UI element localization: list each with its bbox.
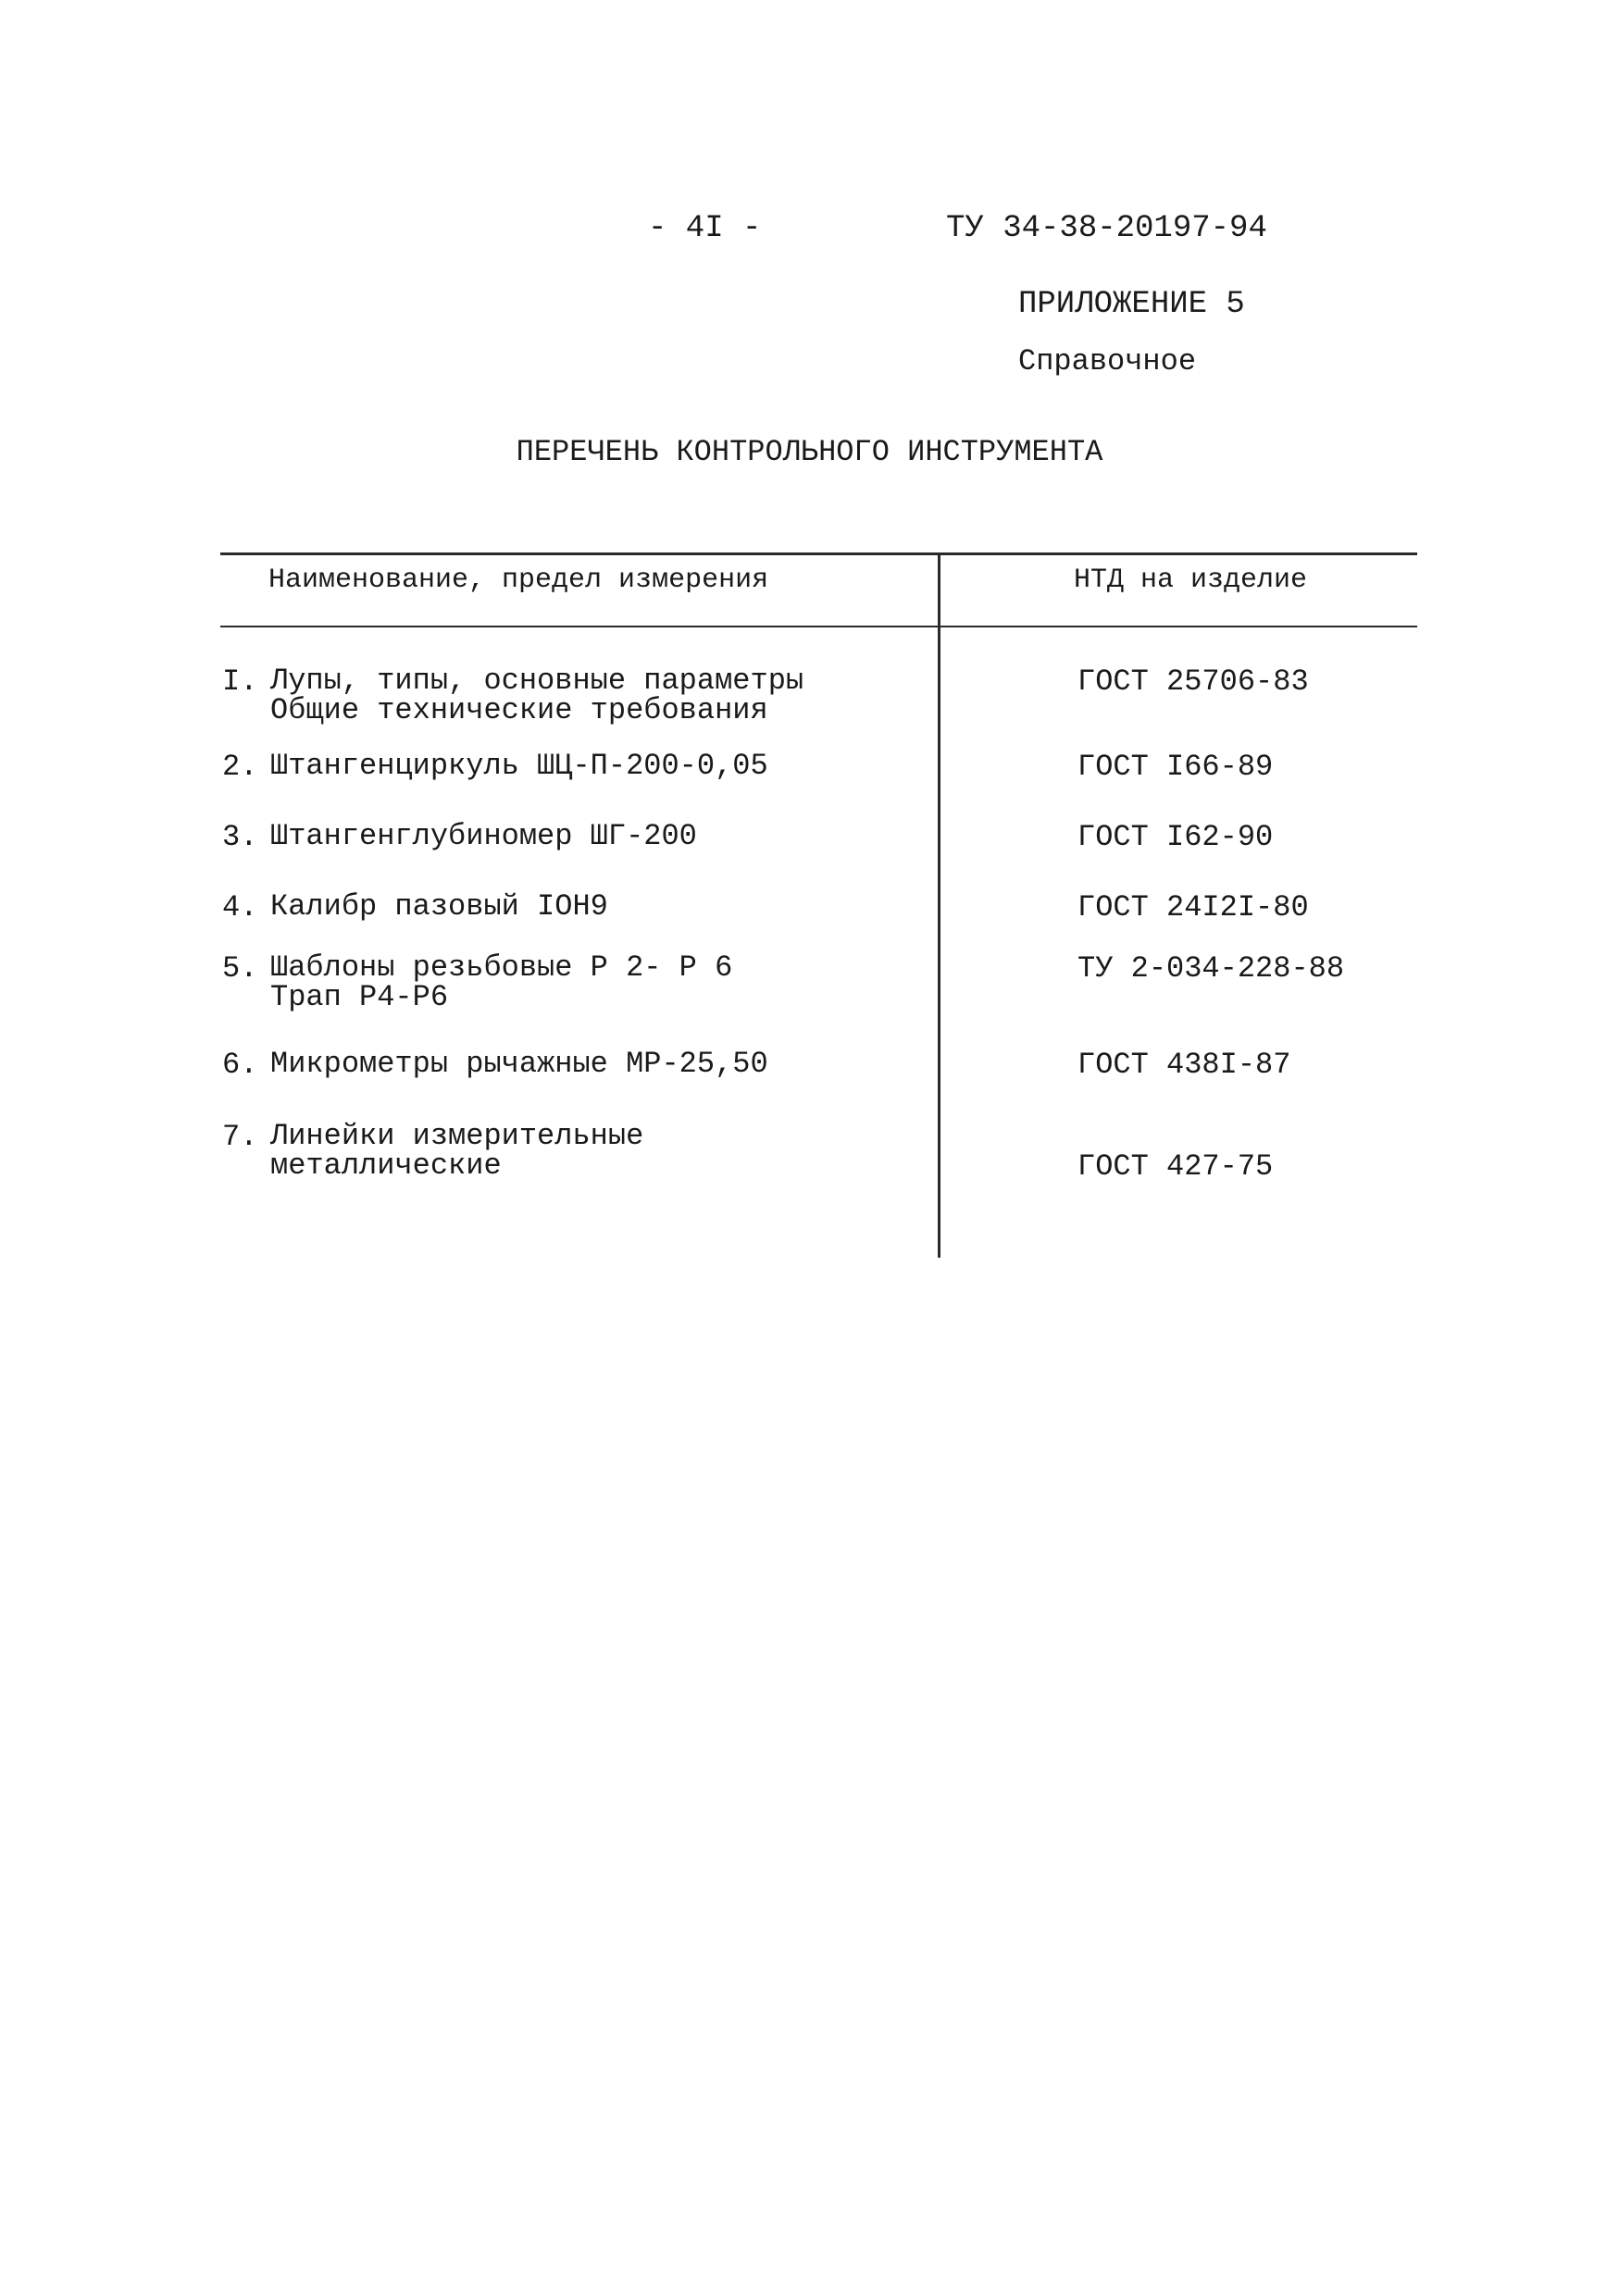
- document-code: ТУ 34-38-20197-94: [946, 211, 1267, 246]
- column-header-ntd: НТД на изделие: [1074, 565, 1308, 596]
- row-number: I.: [222, 664, 258, 699]
- row-number: 4.: [222, 890, 258, 925]
- row-standard: ГОСТ I66-89: [1077, 750, 1274, 784]
- row-number: 2.: [222, 750, 258, 784]
- row-number: 5.: [222, 951, 258, 986]
- page-number: - 4I -: [648, 211, 762, 246]
- reference-note: Справочное: [1018, 344, 1197, 379]
- row-name: Калибр пазовый IОН9: [270, 889, 608, 924]
- column-header-name: Наименование, предел измерения: [268, 565, 769, 596]
- row-name: Шаблоны резьбовые Р 2- Р 6 Трап Р4-Р6: [270, 950, 733, 1014]
- row-standard: ГОСТ 25706-83: [1077, 664, 1309, 699]
- row-number: 6.: [222, 1048, 258, 1082]
- row-standard: ГОСТ 438I-87: [1077, 1048, 1291, 1082]
- table-top-rule: [220, 552, 1417, 555]
- row-standard: ГОСТ 427-75: [1077, 1149, 1274, 1184]
- row-name: Штангенциркуль ШЦ-П-200-0,05: [270, 749, 768, 783]
- row-standard: ГОСТ I62-90: [1077, 820, 1274, 854]
- row-name: Штангенглубиномер ШГ-200: [270, 819, 697, 853]
- row-name: Лупы, типы, основные параметры Общие технические требования: [270, 664, 804, 727]
- row-number: 3.: [222, 820, 258, 854]
- appendix-label: ПРИЛОЖЕНИЕ 5: [1018, 287, 1245, 322]
- table-column-divider: [938, 552, 940, 1258]
- row-standard: ГОСТ 24I2I-80: [1077, 890, 1309, 925]
- table-header-rule: [220, 626, 1417, 627]
- document-title: ПЕРЕЧЕНЬ КОНТРОЛЬНОГО ИНСТРУМЕНТА: [516, 435, 1103, 469]
- row-name: Линейки измерительные металлические: [270, 1119, 644, 1183]
- row-name: Микрометры рычажные МР-25,50: [270, 1047, 768, 1081]
- row-number: 7.: [222, 1120, 258, 1154]
- row-standard: ТУ 2-034-228-88: [1077, 951, 1345, 986]
